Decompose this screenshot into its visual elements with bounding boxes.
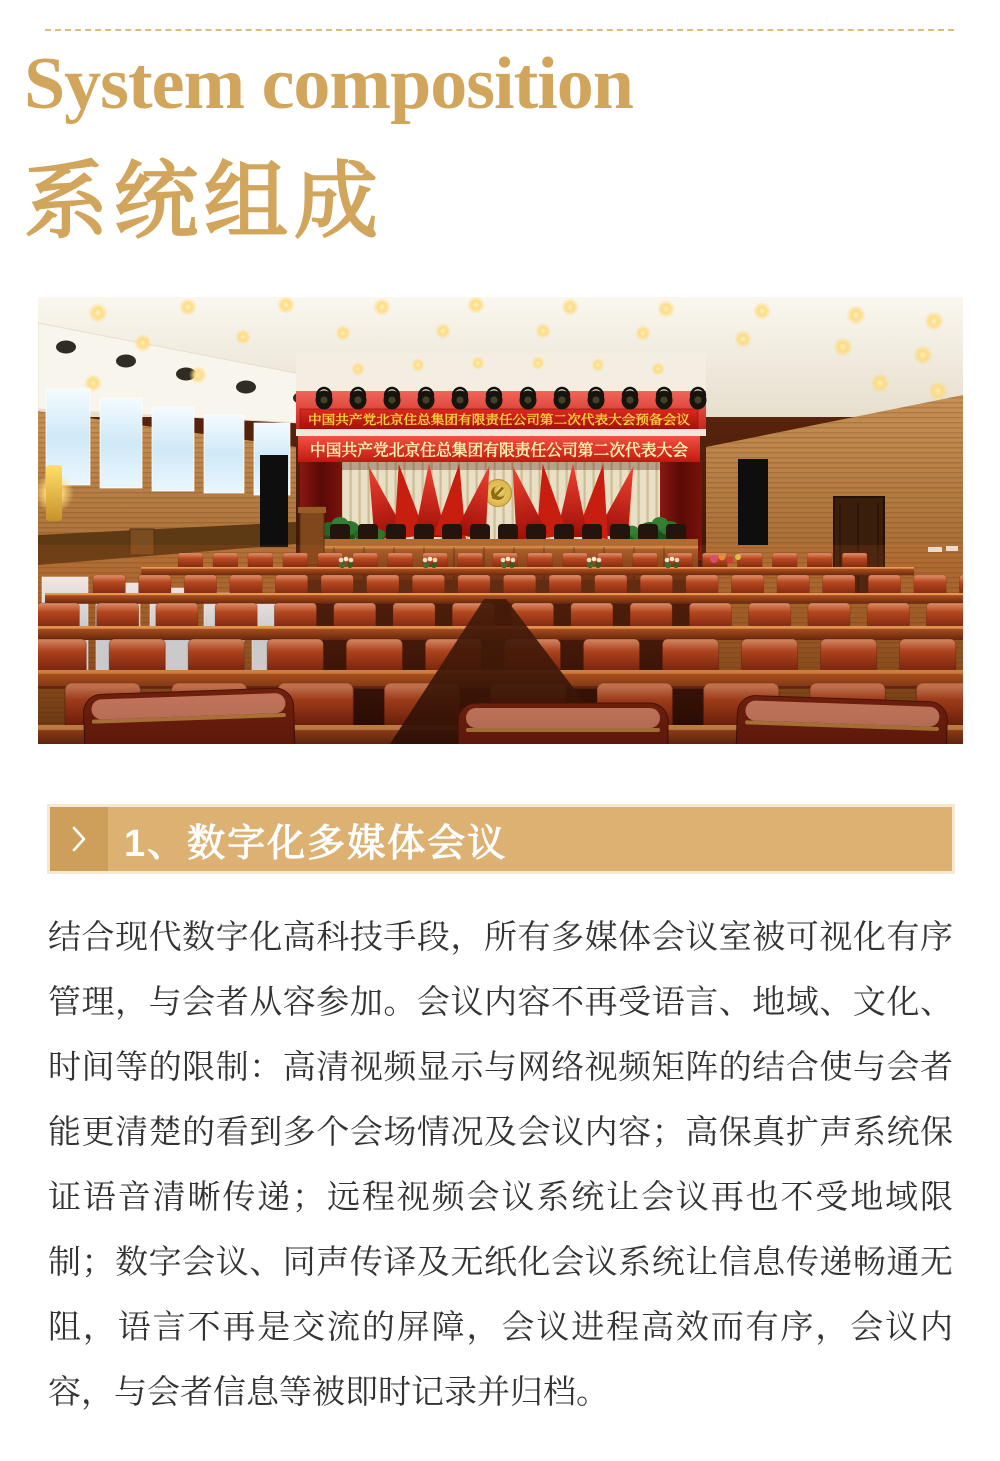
chevron-chip — [50, 807, 108, 871]
conference-hall-photo — [38, 297, 963, 744]
page-title-chinese: 系统组成 — [24, 156, 385, 249]
left-speaker-panel — [260, 455, 288, 547]
page-title-english: System composition — [24, 43, 633, 125]
stage-main-banner-text: 中国共产党北京住总集团有限责任公司第二次代表大会 — [310, 442, 695, 460]
chevron-right-icon — [72, 826, 86, 852]
section-heading-bar — [47, 804, 955, 874]
section-heading-text: 1、数字化多媒体会议 — [124, 822, 508, 865]
pendant-lamp — [46, 465, 62, 521]
conference-hall-illustration — [38, 297, 963, 744]
stage-led-banner-text: 中国共产党北京住总集团有限责任公司第二次代表大会预备会议 — [308, 413, 659, 427]
top-dashed-divider — [45, 29, 954, 31]
party-emblem-icon — [485, 480, 512, 507]
right-speaker-panel — [738, 459, 768, 545]
warm-light-overlay — [38, 545, 963, 744]
section-body-paragraph: 结合现代数字化高科技手段，所有多媒体会议室被可视化有序管理，与会者从容参加。会议内容不再受语言、地域、文化、时间等的限制：高清视频显示与网络视频矩阵的结合使与会者能更清楚的看到多个会场情况及会议内容；高保真扩声系统保证语音清晰传递；远程视频会议系统让会议再也不受地域限制；数字会议、同声传译及无纸化会议系统让信息传递畅通无阻，语言不再是交流的屏障，会议进程高效而有序，会议内容，与会者信息等被即时记录并归档。 — [48, 918, 953, 1410]
